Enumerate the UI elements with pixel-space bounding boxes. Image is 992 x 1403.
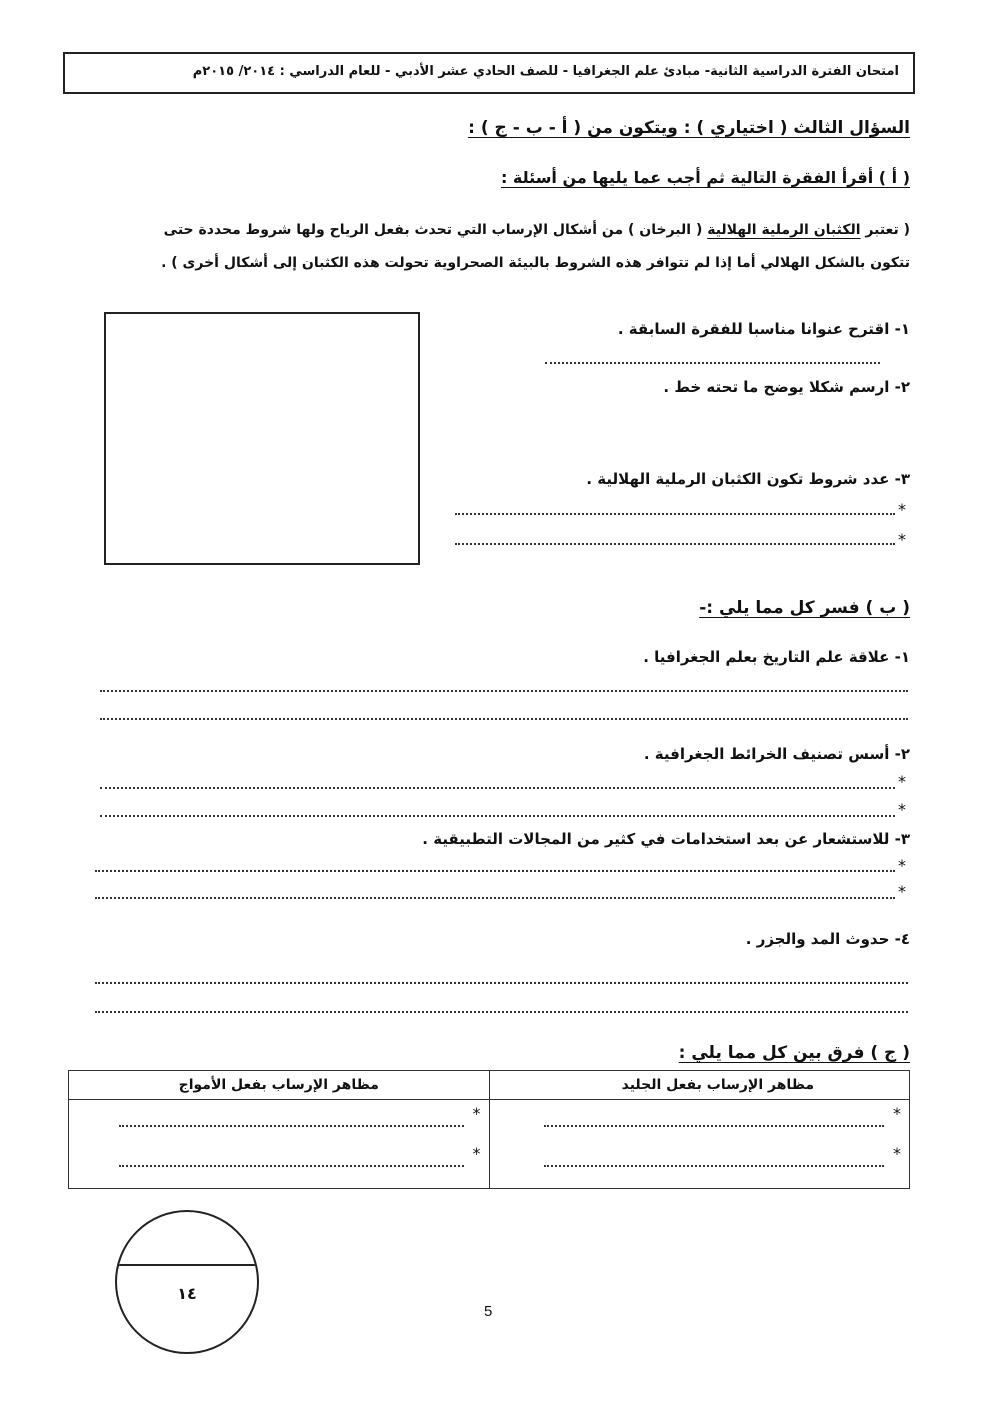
paragraph-line-1 <box>164 222 910 238</box>
answer-line[interactable] <box>95 1011 908 1013</box>
bullet-star: * <box>472 1144 481 1163</box>
answer-line[interactable] <box>455 543 895 545</box>
score-circle <box>115 1210 259 1354</box>
part-b-q3: ٣- للاستشعار عن بعد استخدامات في كثير من المجالات التطبيقية . <box>422 830 910 848</box>
bullet-star: * <box>472 1104 481 1123</box>
drawing-box[interactable] <box>104 312 420 565</box>
part-b-title: ( ب ) فسر كل مما يلي :- <box>699 598 910 618</box>
waves-answers-cell <box>69 1100 490 1189</box>
part-b-q4: ٤- حدوث المد والجزر . <box>745 930 910 948</box>
bullet-star: * <box>898 882 906 901</box>
answer-line[interactable] <box>100 718 908 720</box>
paragraph-text: ( تعتبر <box>860 222 910 238</box>
paragraph-line-2: تتكون بالشكل الهلالي أما إذا لم تتوافر هذه الشروط بالبيئة الصحراوية تحولت هذه الكثبان إلى أشكال أخرى ) . <box>161 255 910 271</box>
comparison-table <box>68 1070 910 1189</box>
answer-line[interactable] <box>100 787 895 789</box>
answer-line[interactable] <box>455 513 895 515</box>
bullet-star: * <box>898 800 906 819</box>
bullet-star: * <box>898 500 906 519</box>
answer-line[interactable] <box>95 897 895 899</box>
answer-line[interactable] <box>119 1125 464 1127</box>
part-c-title: ( ج ) فرق بين كل مما يلي : <box>678 1043 910 1063</box>
answer-line[interactable] <box>544 1125 884 1127</box>
answer-line[interactable] <box>545 362 880 364</box>
part-a-q3: ٣- عدد شروط تكون الكثبان الرملية الهلالية . <box>586 470 910 488</box>
part-a-q1: ١- اقترح عنوانا مناسبا للفقرة السابقة . <box>617 320 910 338</box>
exam-header-box <box>63 52 915 94</box>
part-a-q2: ٢- ارسم شكلا يوضح ما تحته خط . <box>663 378 910 396</box>
column-header-ice: مظاهر الإرساب بفعل الجليد <box>489 1071 910 1100</box>
exam-header: امتحان الفترة الدراسية الثانية- مبادئ علم الجغرافيا - للصف الحادي عشر الأدبي - للعام الدراسي : ٢٠١٤/ ٢٠١٥م <box>192 64 899 79</box>
paragraph-text: ( البرخان ) من أشكال الإرساب التي تحدث بفعل الرياح ولها شروط محددة حتى <box>163 222 708 238</box>
ice-answers-cell <box>489 1100 910 1189</box>
answer-line[interactable] <box>544 1165 884 1167</box>
question-title: السؤال الثالث ( اختياري ) : ويتكون من ( أ - ب - ج ) : <box>468 118 910 138</box>
score-divider <box>117 1264 257 1266</box>
bullet-star: * <box>893 1104 901 1123</box>
bullet-star: * <box>898 772 906 791</box>
bullet-star: * <box>893 1144 901 1163</box>
answer-line[interactable] <box>119 1165 464 1167</box>
column-header-waves: مظاهر الإرساب بفعل الأمواج <box>69 1071 490 1100</box>
bullet-star: * <box>898 530 906 549</box>
bullet-star: * <box>898 856 906 875</box>
answer-line[interactable] <box>95 982 908 984</box>
page-number: 5 <box>484 1303 493 1320</box>
answer-line[interactable] <box>95 870 895 872</box>
part-b-q1: ١- علاقة علم التاريخ بعلم الجغرافيا . <box>643 648 910 666</box>
answer-line[interactable] <box>100 690 908 692</box>
answer-line[interactable] <box>100 815 895 817</box>
part-b-q2: ٢- أسس تصنيف الخرائط الجغرافية . <box>643 745 910 763</box>
max-score: ١٤ <box>177 1284 197 1303</box>
underlined-term: الكثبان الرملية الهلالية <box>707 222 861 238</box>
part-a-title: ( أ ) أقرأ الفقرة التالية ثم أجب عما يليها من أسئلة : <box>500 168 910 187</box>
